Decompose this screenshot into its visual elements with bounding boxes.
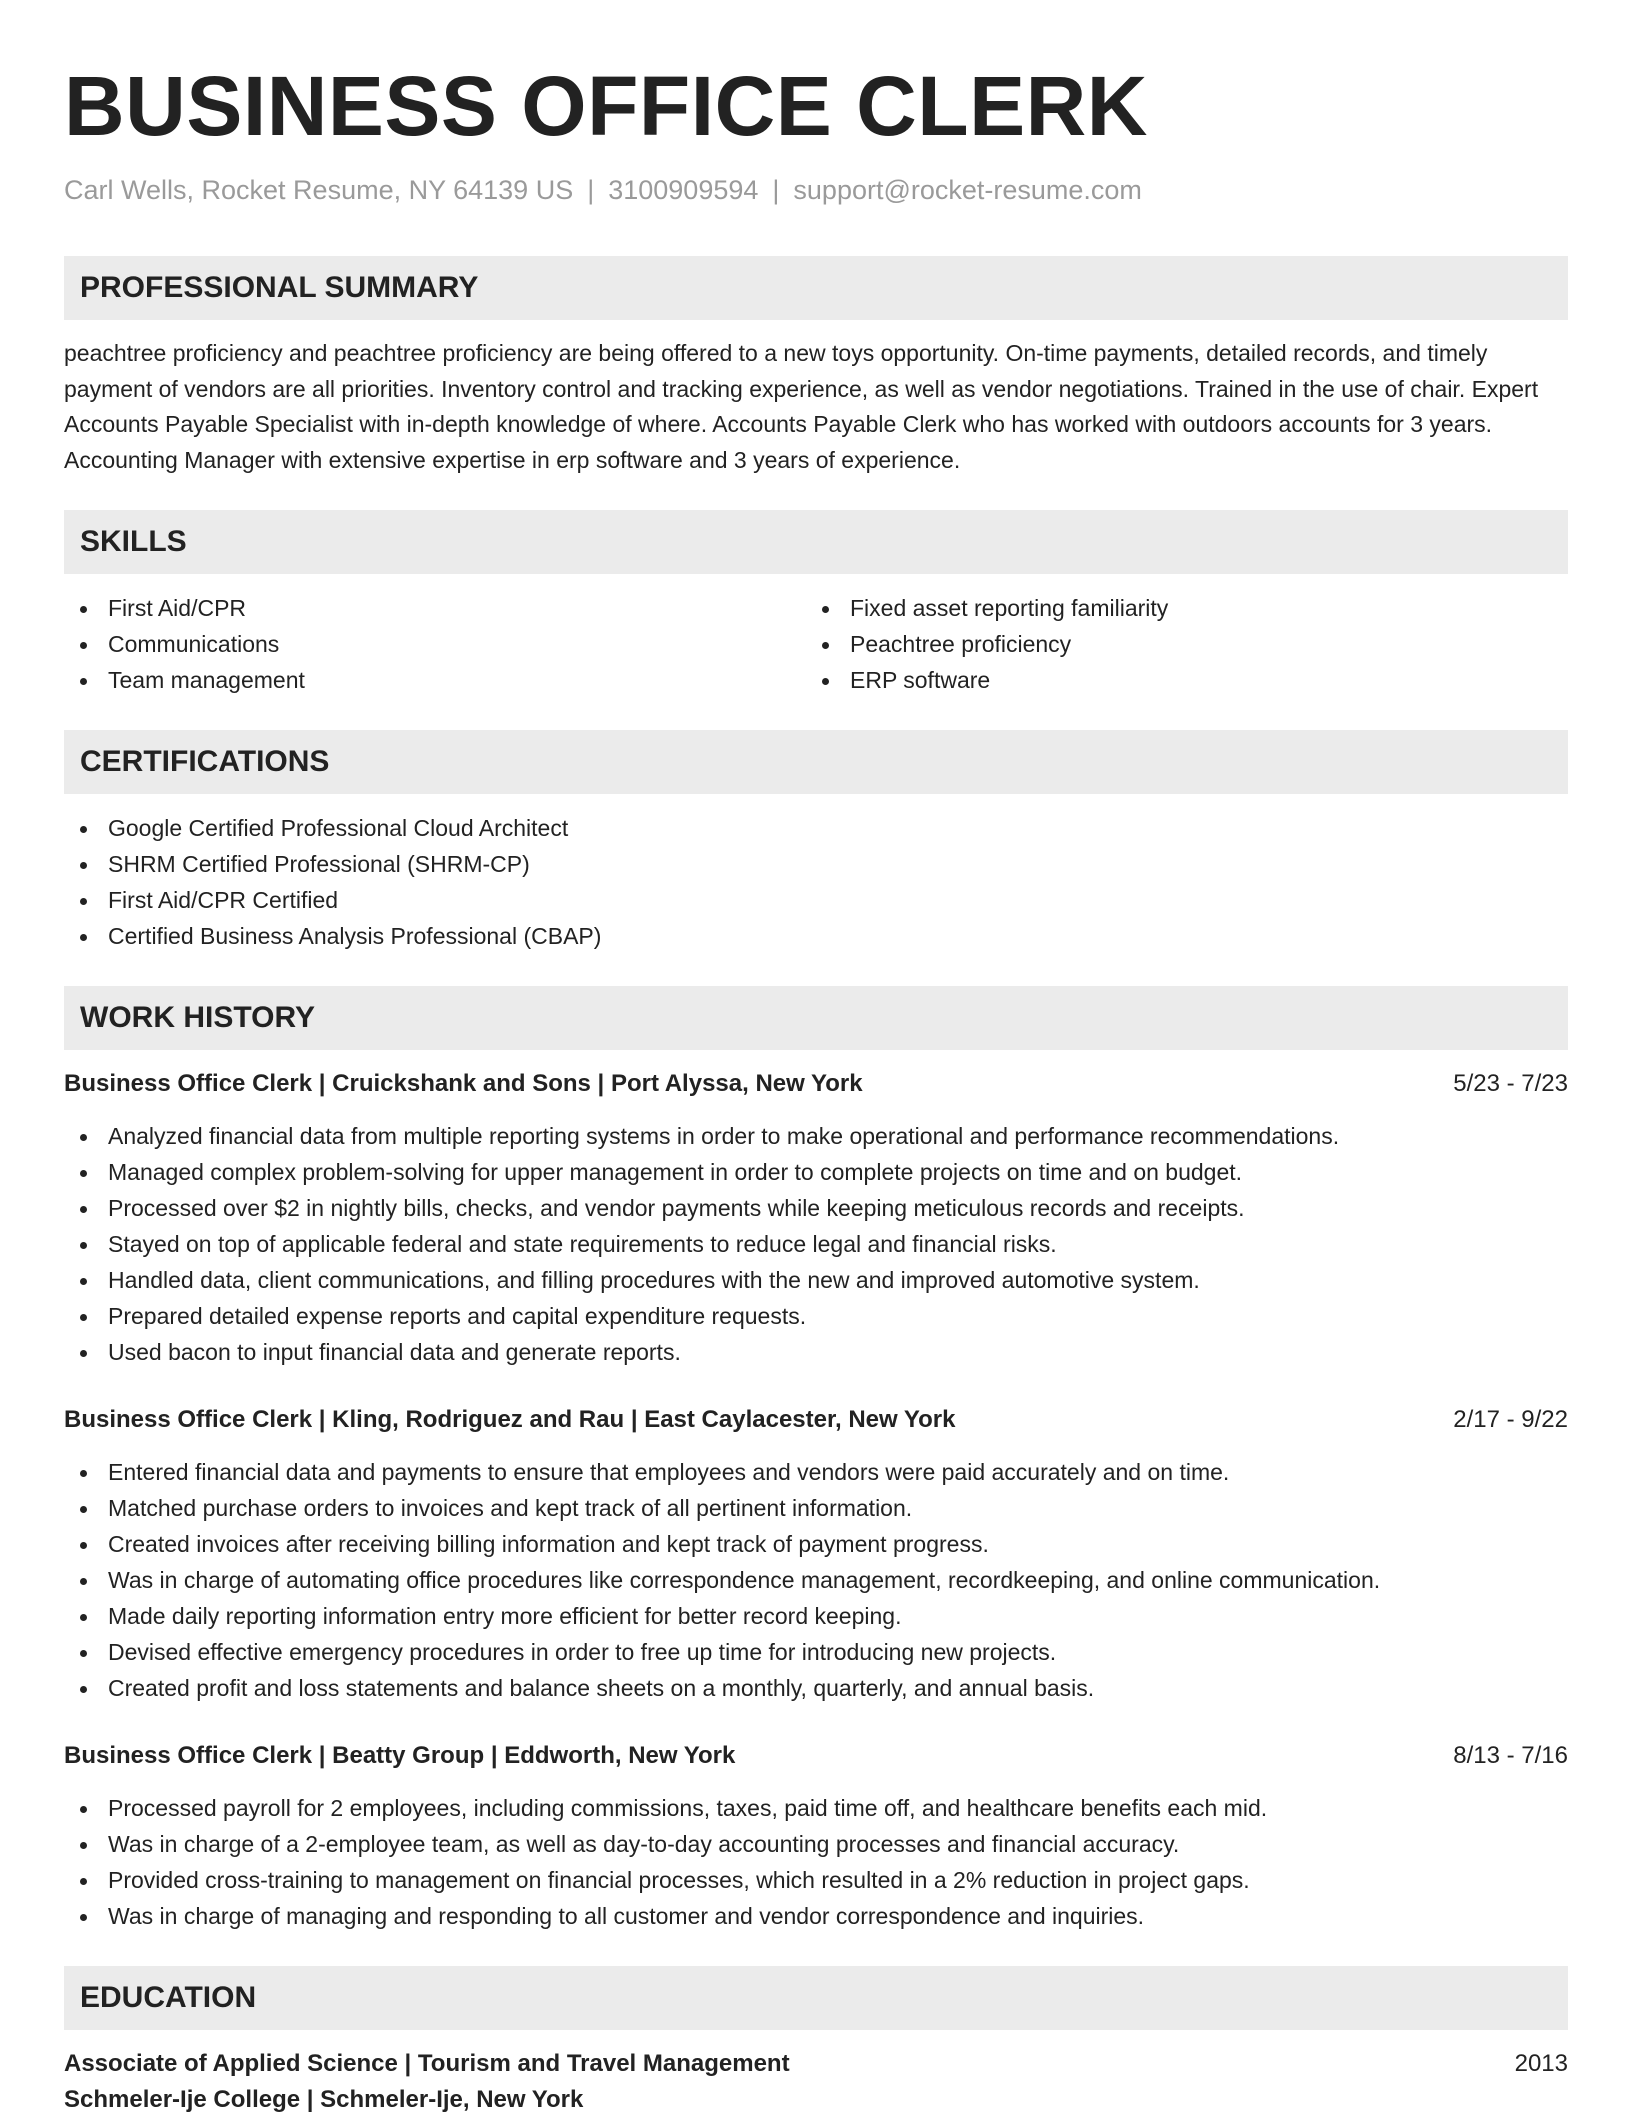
- contact-phone: 3100909594: [608, 175, 759, 205]
- job-dates: 5/23 - 7/23: [1453, 1070, 1568, 1097]
- summary-text: peachtree proficiency and peachtree proficiency are being offered to a new toys opportunity. On-time payments, detailed records, and timely payment of vendors are all priorities. Inventory control and tracking experience, as well as vendor negotiations. Trained in the use of chair. Expert Accounts Payable Specialist with in-depth knowledge of where. Accounts Payable Clerk who has worked with outdoors accounts for 3 years. Accounting Manager with extensive expertise in erp software and 3 years of experience.: [64, 340, 1539, 473]
- skill-item: First Aid/CPR: [64, 590, 806, 626]
- certification-item: Certified Business Analysis Professional (CBAP): [64, 918, 1568, 954]
- job-entry: [64, 1402, 1568, 1706]
- job-bullet: Devised effective emergency procedures in order to free up time for introducing new projects.: [64, 1634, 1568, 1670]
- job-header: [64, 1402, 1568, 1438]
- job-heading: Business Office Clerk | Kling, Rodriguez and Rau | East Caylacester, New York: [64, 1406, 956, 1433]
- contact-separator: |: [772, 175, 780, 205]
- education-header: [64, 2046, 1568, 2082]
- contact-email: support@rocket-resume.com: [793, 175, 1142, 205]
- job-heading: Business Office Clerk | Beatty Group | Eddworth, New York: [64, 1742, 736, 1769]
- contact-line: [64, 172, 1568, 208]
- certifications-section: [64, 730, 1568, 954]
- skills-list-right: [806, 590, 1548, 698]
- job-bullet: Stayed on top of applicable federal and state requirements to reduce legal and financial risks.: [64, 1226, 1568, 1262]
- skills-list-left: [64, 590, 806, 698]
- resume-page: [64, 56, 1568, 2112]
- job-bullet: Was in charge of automating office procedures like correspondence management, recordkeeping, and online communication.: [64, 1562, 1568, 1598]
- job-header: [64, 1066, 1568, 1102]
- certification-item: First Aid/CPR Certified: [64, 882, 1568, 918]
- certifications-list: [64, 810, 1568, 954]
- job-bullets: [64, 1790, 1568, 1934]
- education-year: 2013: [1514, 2050, 1568, 2077]
- job-entry: [64, 1066, 1568, 1370]
- certifications-heading: CERTIFICATIONS: [64, 730, 1568, 794]
- job-entry: [64, 1738, 1568, 1934]
- certification-item: SHRM Certified Professional (SHRM-CP): [64, 846, 1568, 882]
- contact-separator: |: [587, 175, 595, 205]
- job-bullet: Analyzed financial data from multiple reporting systems in order to make operational and performance recommendations.: [64, 1118, 1568, 1154]
- job-bullet: Entered financial data and payments to ensure that employees and vendors were paid accurately and on time.: [64, 1454, 1568, 1490]
- skill-item: ERP software: [806, 662, 1548, 698]
- job-bullet: Was in charge of a 2-employee team, as well as day-to-day accounting processes and financial accuracy.: [64, 1826, 1568, 1862]
- education-section: [64, 1966, 1568, 2112]
- job-bullet: Provided cross-training to management on financial processes, which resulted in a 2% reduction in project gaps.: [64, 1862, 1568, 1898]
- contact-address: Carl Wells, Rocket Resume, NY 64139 US: [64, 175, 574, 205]
- work-history-heading: WORK HISTORY: [64, 986, 1568, 1050]
- job-bullet: Processed over $2 in nightly bills, checks, and vendor payments while keeping meticulous records and receipts.: [64, 1190, 1568, 1226]
- education-school: Schmeler-Ije College | Schmeler-Ije, New York: [64, 2086, 584, 2112]
- job-bullet: Prepared detailed expense reports and capital expenditure requests.: [64, 1298, 1568, 1334]
- job-header: [64, 1738, 1568, 1774]
- job-bullet: Was in charge of managing and responding to all customer and vendor correspondence and inquiries.: [64, 1898, 1568, 1934]
- job-bullet: Matched purchase orders to invoices and kept track of all pertinent information.: [64, 1490, 1568, 1526]
- skills-heading: SKILLS: [64, 510, 1568, 574]
- job-bullet: Created invoices after receiving billing information and kept track of payment progress.: [64, 1526, 1568, 1562]
- job-bullet: Used bacon to input financial data and generate reports.: [64, 1334, 1568, 1370]
- job-dates: 8/13 - 7/16: [1453, 1742, 1568, 1769]
- education-degree: Associate of Applied Science | Tourism and Travel Management: [64, 2050, 790, 2077]
- summary-heading: PROFESSIONAL SUMMARY: [64, 256, 1568, 320]
- education-entry: [64, 2046, 1568, 2112]
- job-bullet: Handled data, client communications, and filling procedures with the new and improved automotive system.: [64, 1262, 1568, 1298]
- job-bullets: [64, 1118, 1568, 1370]
- job-bullet: Processed payroll for 2 employees, including commissions, taxes, paid time off, and healthcare benefits each mid.: [64, 1790, 1568, 1826]
- job-bullet: Created profit and loss statements and balance sheets on a monthly, quarterly, and annual basis.: [64, 1670, 1568, 1706]
- certification-item: Google Certified Professional Cloud Architect: [64, 810, 1568, 846]
- summary-section: [64, 256, 1568, 478]
- job-bullet: Made daily reporting information entry more efficient for better record keeping.: [64, 1598, 1568, 1634]
- skills-section: [64, 510, 1568, 698]
- education-heading: EDUCATION: [64, 1966, 1568, 2030]
- job-dates: 2/17 - 9/22: [1453, 1406, 1568, 1433]
- job-heading: Business Office Clerk | Cruickshank and Sons | Port Alyssa, New York: [64, 1070, 863, 1097]
- skill-item: Fixed asset reporting familiarity: [806, 590, 1548, 626]
- job-bullet: Managed complex problem-solving for upper management in order to complete projects on time and on budget.: [64, 1154, 1568, 1190]
- job-bullets: [64, 1454, 1568, 1706]
- work-history-section: [64, 986, 1568, 1934]
- skill-item: Communications: [64, 626, 806, 662]
- skills-grid: [64, 590, 1568, 698]
- skill-item: Peachtree proficiency: [806, 626, 1548, 662]
- resume-title: BUSINESS OFFICE CLERK: [64, 59, 1148, 153]
- skill-item: Team management: [64, 662, 806, 698]
